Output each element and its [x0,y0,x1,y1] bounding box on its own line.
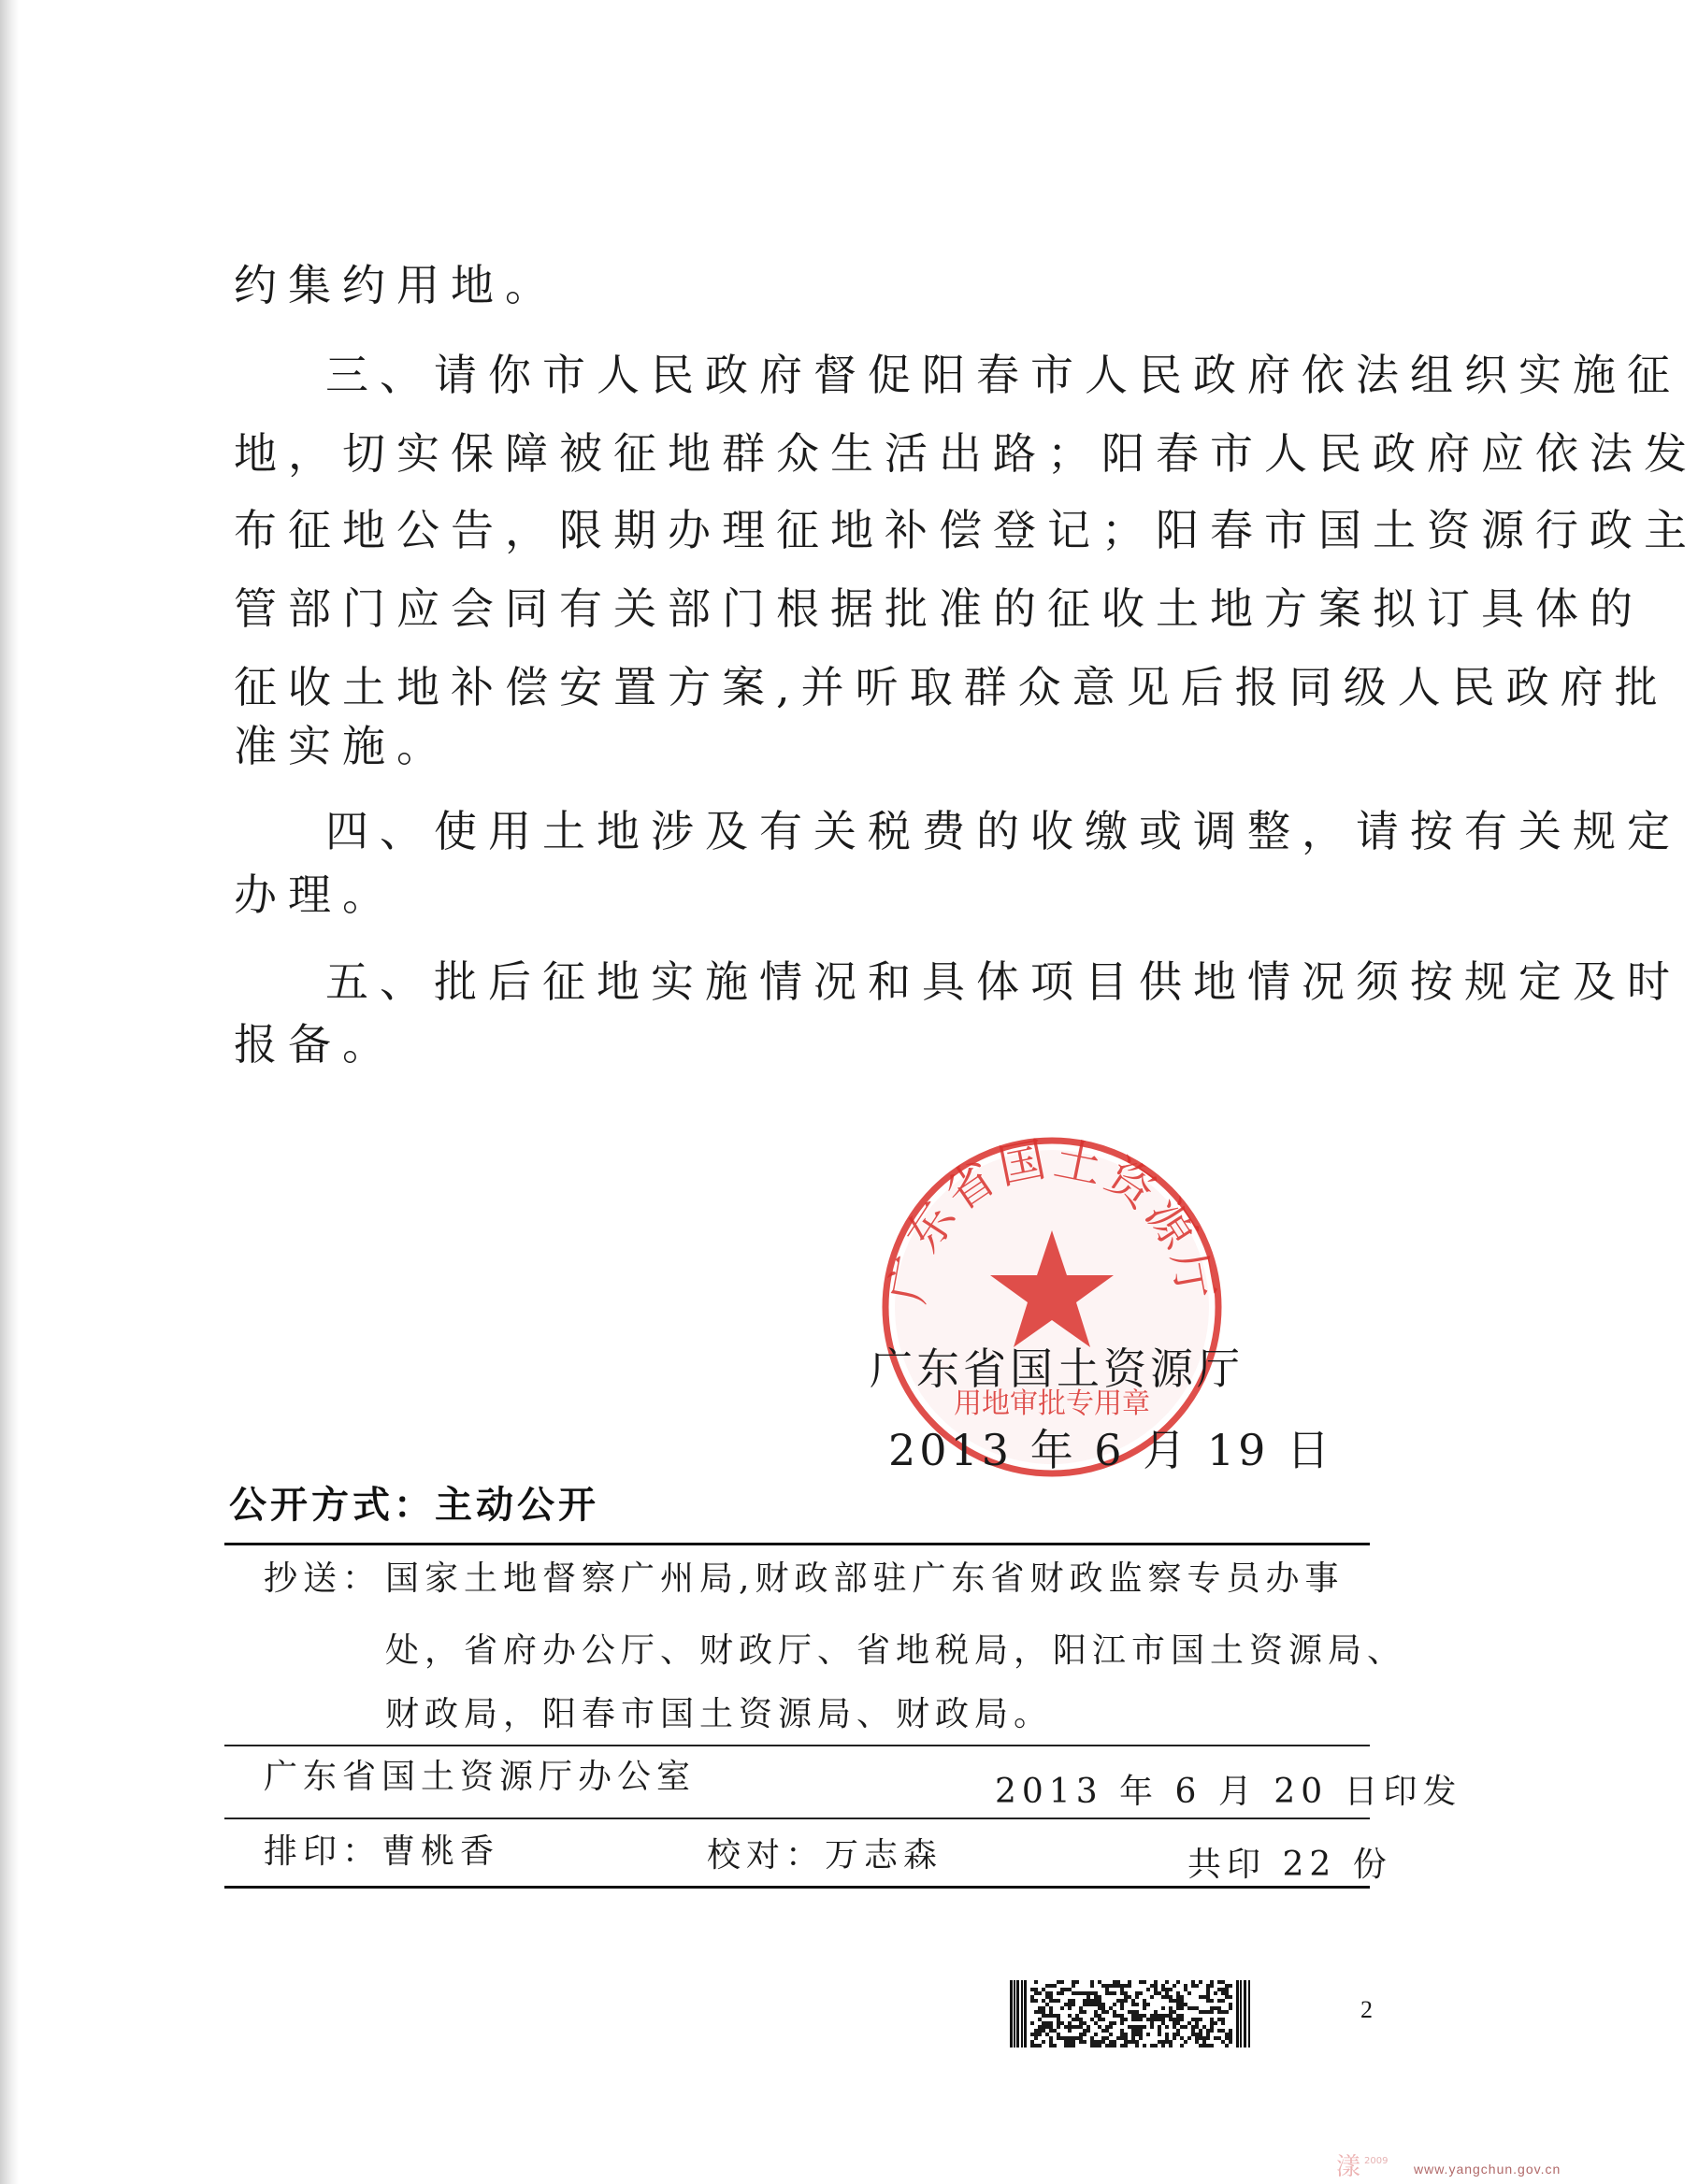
divider-cc-top [224,1543,1370,1545]
body-line-4: 布征地公告，限期办理征地补偿登记；阳春市国土资源行政主 [234,505,1698,555]
body-line-1: 约集约用地。 [234,260,559,310]
copies-count: 共印 22 份 [1187,1846,1392,1884]
svg-text:2009: 2009 [1364,2156,1389,2166]
disclosure-method: 公开方式：主动公开 [229,1484,599,1527]
body-line-10: 五、批后征地实施情况和具体项目供地情况须按规定及时 [325,956,1681,1007]
page-number: 2 [1360,1996,1373,2023]
seal-ring-text: 广东省国土资源厅 [880,1131,1224,1308]
cc-line-1: 国家土地督察广州局,财政部驻广东省财政监察专员办事 [385,1559,1345,1598]
body-line-8: 四、使用土地涉及有关税费的收缴或调整，请按有关规定 [325,806,1681,856]
cc-line-3: 财政局，阳春市国土资源局、财政局。 [385,1695,1054,1733]
body-line-3: 地，切实保障被征地群众生活出路；阳春市人民政府应依法发 [234,428,1698,479]
divider-issuer-top [224,1745,1370,1746]
issuer-office: 广东省国土资源厅办公室 [264,1758,697,1796]
scan-edge-shadow [0,0,19,2184]
body-line-5: 管部门应会同有关部门根据批准的征收土地方案拟订具体的 [234,583,1644,634]
issue-date: 2013 年 6 月 20 日印发 [995,1773,1462,1811]
body-line-2: 三、请你市人民政府督促阳春市人民政府依法组织实施征 [325,350,1681,400]
body-line-7: 准实施。 [234,721,451,771]
signature-org: 广东省国土资源厅 [870,1343,1244,1394]
divider-footer-bottom [224,1886,1370,1889]
typesetter: 排印：曹桃香 [264,1832,500,1871]
body-line-11: 报备。 [234,1019,396,1070]
barcode-icon [1010,1980,1253,2048]
cc-line-2: 处，省府办公厅、财政厅、省地税局，阳江市国土资源局、 [385,1631,1407,1670]
signature-date: 2013 年 6 月 19 日 [888,1425,1333,1475]
svg-text:漾: 漾 [1336,2153,1361,2181]
divider-issuer-bottom [224,1818,1370,1819]
proofreader: 校对：万志森 [707,1836,943,1875]
body-line-9: 办理。 [234,869,396,920]
seal-inner-text: 用地审批专用章 [954,1387,1150,1420]
watermark-url: www.yangchun.gov.cn [1414,2162,1561,2177]
body-line-6: 征收土地补偿安置方案,并听取群众意见后报同级人民政府批 [234,662,1669,712]
cc-label: 抄送： [264,1559,382,1598]
